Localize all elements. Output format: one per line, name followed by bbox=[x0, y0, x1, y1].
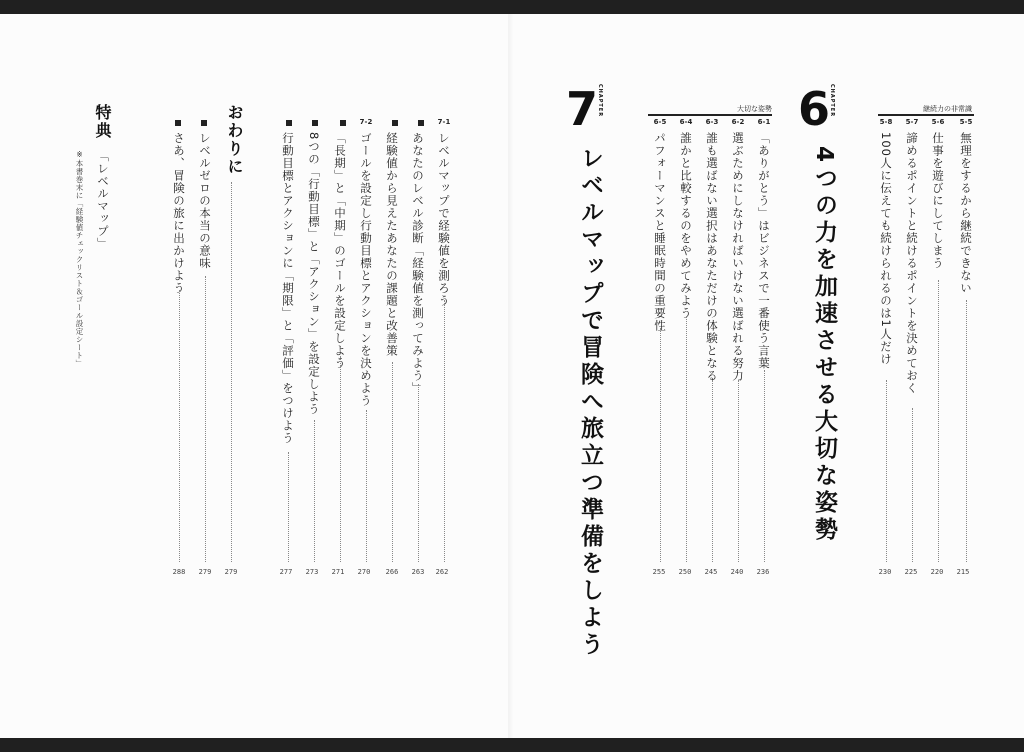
toc-item-long-mid-goal[interactable]: 「長期」と「中期」のゴールを設定しよう bbox=[333, 132, 347, 370]
dot-leader bbox=[712, 380, 713, 562]
toc-item-5-8[interactable]: 100人に伝えても続けられるのは1人だけ bbox=[879, 132, 893, 366]
toc-item-level-diagnosis[interactable]: あなたのレベル診断「経験値を測ってみよう」 bbox=[411, 132, 425, 395]
sec-6-3: 6-3 bbox=[705, 118, 719, 126]
dot-leader bbox=[938, 280, 939, 562]
tokuten-note: ※本書巻末に「経験値チェックリスト＆ゴール設定シート」 bbox=[75, 150, 84, 368]
page-number: 250 bbox=[678, 568, 692, 576]
chapter7-title: レベルマップで冒険へ旅立つ準備をしよう bbox=[577, 146, 603, 659]
page-number: 279 bbox=[198, 568, 212, 576]
sec-5-5: 5-5 bbox=[959, 118, 973, 126]
bullet-square bbox=[392, 120, 398, 126]
page-number: 236 bbox=[756, 568, 770, 576]
toc-item-5-5[interactable]: 無理をするから継続できない bbox=[959, 132, 973, 295]
dot-leader bbox=[340, 356, 341, 562]
sec-6-5: 6-5 bbox=[653, 118, 667, 126]
dot-leader bbox=[686, 316, 687, 562]
dot-leader bbox=[886, 380, 887, 562]
toc-item-level-zero[interactable]: レベルゼロの本当の意味 bbox=[198, 132, 212, 270]
toc-item-6-3[interactable]: 誰も選ばない選択はあなただけの体験となる bbox=[705, 132, 719, 382]
page-number: 215 bbox=[956, 568, 970, 576]
toc-item-7-1[interactable]: レベルマップで経験値を測ろう bbox=[437, 132, 451, 307]
group-rule-attitude bbox=[648, 114, 772, 116]
dot-leader bbox=[231, 182, 232, 562]
tokuten-item[interactable]: 「レベルマップ」 bbox=[96, 150, 110, 250]
toc-item-7-2[interactable]: ゴールを設定し行動目標とアクションを決めよう bbox=[359, 132, 373, 407]
book-gutter bbox=[508, 14, 514, 738]
chapter7-label: CHAPTER bbox=[597, 84, 603, 118]
dot-leader bbox=[366, 410, 367, 562]
toc-item-6-4[interactable]: 誰かと比較するのをやめてみよう bbox=[679, 132, 693, 320]
dot-leader bbox=[392, 362, 393, 562]
group-rule-continuity bbox=[878, 114, 974, 116]
dot-leader bbox=[738, 380, 739, 562]
page-number: 266 bbox=[385, 568, 399, 576]
dot-leader bbox=[912, 408, 913, 562]
bullet-square bbox=[418, 120, 424, 126]
dot-leader bbox=[444, 300, 445, 562]
bullet-square bbox=[286, 120, 292, 126]
toc-item-deadline-eval[interactable]: 行動目標とアクションに「期限」と「評価」をつけよう bbox=[281, 132, 295, 445]
chapter6-label: CHAPTER bbox=[829, 84, 835, 118]
page-number: 288 bbox=[172, 568, 186, 576]
bullet-square bbox=[175, 120, 181, 126]
group-label-continuity: 継続力の非常識 bbox=[923, 105, 972, 113]
page-number: 262 bbox=[435, 568, 449, 576]
toc-item-adventure[interactable]: さあ、冒険の旅に出かけよう bbox=[172, 132, 186, 295]
dot-leader bbox=[179, 290, 180, 562]
sec-5-8: 5-8 bbox=[879, 118, 893, 126]
group-label-attitude: 大切な姿勢 bbox=[737, 105, 772, 113]
chapter6-number: 6 bbox=[798, 82, 831, 136]
toc-item-issues[interactable]: 経験値から見えたあなたの課題と改善策 bbox=[385, 132, 399, 357]
bullet-square bbox=[312, 120, 318, 126]
bullet-square bbox=[340, 120, 346, 126]
toc-item-6-2[interactable]: 選ぶためにしなければいけない選ばれる努力 bbox=[731, 132, 745, 382]
page-number: 240 bbox=[730, 568, 744, 576]
dot-leader bbox=[205, 276, 206, 562]
sec-5-6: 5-6 bbox=[931, 118, 945, 126]
page-number: 225 bbox=[904, 568, 918, 576]
sec-6-2: 6-2 bbox=[731, 118, 745, 126]
page-number: 263 bbox=[411, 568, 425, 576]
dot-leader bbox=[966, 300, 967, 562]
sec-7-2: 7-2 bbox=[359, 118, 373, 126]
dot-leader bbox=[288, 452, 289, 562]
dot-leader bbox=[418, 384, 419, 562]
dot-leader bbox=[660, 328, 661, 562]
sec-5-7: 5-7 bbox=[905, 118, 919, 126]
page-number: 255 bbox=[652, 568, 666, 576]
bullet-square bbox=[201, 120, 207, 126]
toc-item-6-1[interactable]: 「ありがとう」はビジネスで一番使う言葉 bbox=[757, 132, 771, 370]
page-number: 273 bbox=[305, 568, 319, 576]
page-number: 220 bbox=[930, 568, 944, 576]
page-number: 230 bbox=[878, 568, 892, 576]
toc-item-eight-targets[interactable]: 8つの「行動目標」と「アクション」を設定しよう bbox=[307, 132, 321, 416]
tokuten-heading[interactable]: 特典 bbox=[93, 104, 112, 140]
toc-item-6-5[interactable]: パフォーマンスと睡眠時間の重要性 bbox=[653, 132, 667, 332]
toc-item-5-7[interactable]: 諦めるポイントと続けるポイントを決めておく bbox=[905, 132, 919, 395]
page-number: 245 bbox=[704, 568, 718, 576]
page-number: 277 bbox=[279, 568, 293, 576]
dot-leader bbox=[314, 420, 315, 562]
sec-6-4: 6-4 bbox=[679, 118, 693, 126]
owarini-heading[interactable]: おわりに bbox=[225, 104, 244, 176]
toc-item-5-6[interactable]: 仕事を遊びにしてしまう bbox=[931, 132, 945, 270]
sec-7-1: 7-1 bbox=[437, 118, 451, 126]
chapter6-title: 4つの力を加速させる大切な姿勢 bbox=[811, 146, 837, 545]
page-number: 270 bbox=[357, 568, 371, 576]
chapter7-number: 7 bbox=[566, 82, 599, 136]
page-number: 279 bbox=[224, 568, 238, 576]
dot-leader bbox=[764, 370, 765, 562]
sec-6-1: 6-1 bbox=[757, 118, 771, 126]
page-number: 271 bbox=[331, 568, 345, 576]
